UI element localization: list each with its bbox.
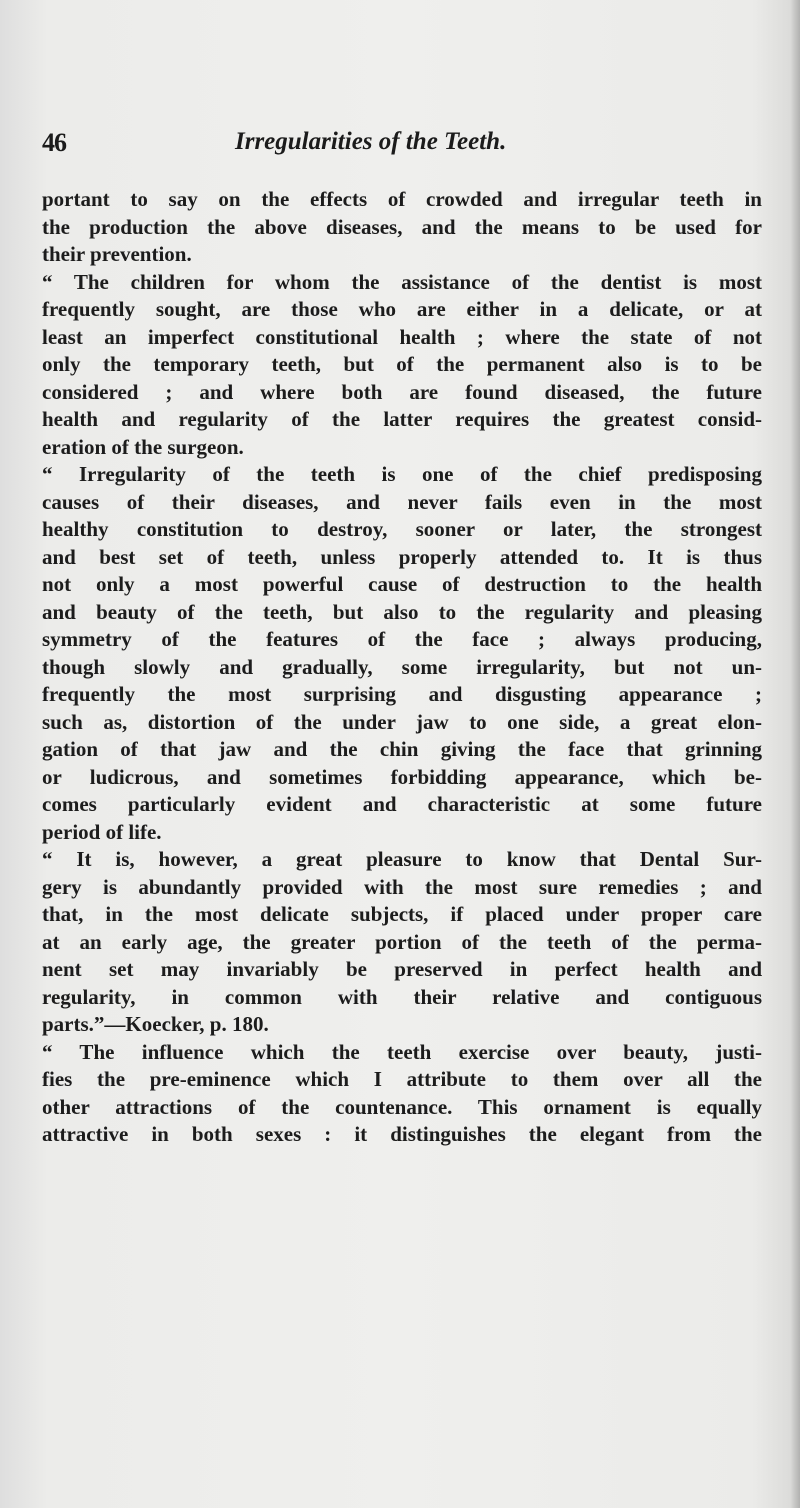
text-line: that, in the most delicate subjects, if placed under proper care (42, 902, 762, 926)
text-line: portant to say on the effects of crowded and irregular teeth in (42, 187, 762, 211)
text-line: “ The influence which the teeth exercise over beauty, justi- (42, 1039, 762, 1064)
text-line: health and regularity of the latter requires the greatest consid- (42, 407, 762, 431)
text-line: though slowly and gradually, some irregularity, but not un- (42, 654, 762, 679)
text-line: considered ; and where both are found diseased, the future (42, 379, 762, 404)
text-line: such as, distortion of the under jaw to one side, a great elon- (42, 709, 762, 734)
text-line: “ It is, however, a great pleasure to know that Dental Sur- (42, 847, 762, 871)
text-line: at an early age, the greater portion of the teeth of the perma- (42, 929, 762, 954)
text-line: “ The children for whom the assistance of the dentist is most (42, 269, 762, 294)
text-line: symmetry of the features of the face ; always producing, (42, 627, 762, 651)
text-line: frequently the most surprising and disgusting appearance ; (42, 682, 762, 706)
text-line: fies the pre-eminence which I attribute to them over all the (42, 1067, 762, 1091)
text-line: parts.”—Koecker, p. 180. (42, 1012, 269, 1036)
text-line: healthy constitution to destroy, sooner or later, the strongest (42, 517, 762, 541)
text-line: “ Irregularity of the teeth is one of the chief predisposing (42, 462, 762, 486)
text-line: least an imperfect constitutional health ; where the state of not (42, 324, 762, 349)
text-line: regularity, in common with their relative and contiguous (42, 984, 762, 1009)
page-number: 46 (42, 128, 66, 157)
text-line: gery is abundantly provided with the most sure remedies ; and (42, 874, 762, 899)
text-line: other attractions of the countenance. This ornament is equally (42, 1094, 762, 1119)
text-line: period of life. (42, 819, 162, 844)
running-title: Irregularities of the Teeth. (235, 128, 507, 155)
text-line: or ludicrous, and sometimes forbidding appearance, which be- (42, 764, 762, 789)
text-line: comes particularly evident and characteristic at some future (42, 792, 762, 816)
body-text (42, 186, 762, 1149)
text-line: causes of their diseases, and never fails even in the most (42, 489, 762, 514)
text-line: eration of the surgeon. (42, 434, 244, 459)
text-line: gation of that jaw and the chin giving the face that grinning (42, 737, 762, 761)
text-line: not only a most powerful cause of destruction to the health (42, 572, 762, 596)
text-line: and beauty of the teeth, but also to the regularity and pleasing (42, 599, 762, 624)
text-line: only the temporary teeth, but of the permanent also is to be (42, 352, 762, 376)
text-line: attractive in both sexes : it distinguishes the elegant from the (42, 1122, 762, 1146)
text-line: frequently sought, are those who are either in a delicate, or at (42, 297, 762, 321)
text-line: the production the above diseases, and the means to be used for (42, 214, 762, 239)
page-edge-shadow (790, 0, 800, 1508)
text-line: their prevention. (42, 242, 192, 266)
text-line: nent set may invariably be preserved in perfect health and (42, 957, 762, 981)
text-line: and best set of teeth, unless properly attended to. It is thus (42, 544, 762, 569)
page-header (42, 128, 762, 164)
